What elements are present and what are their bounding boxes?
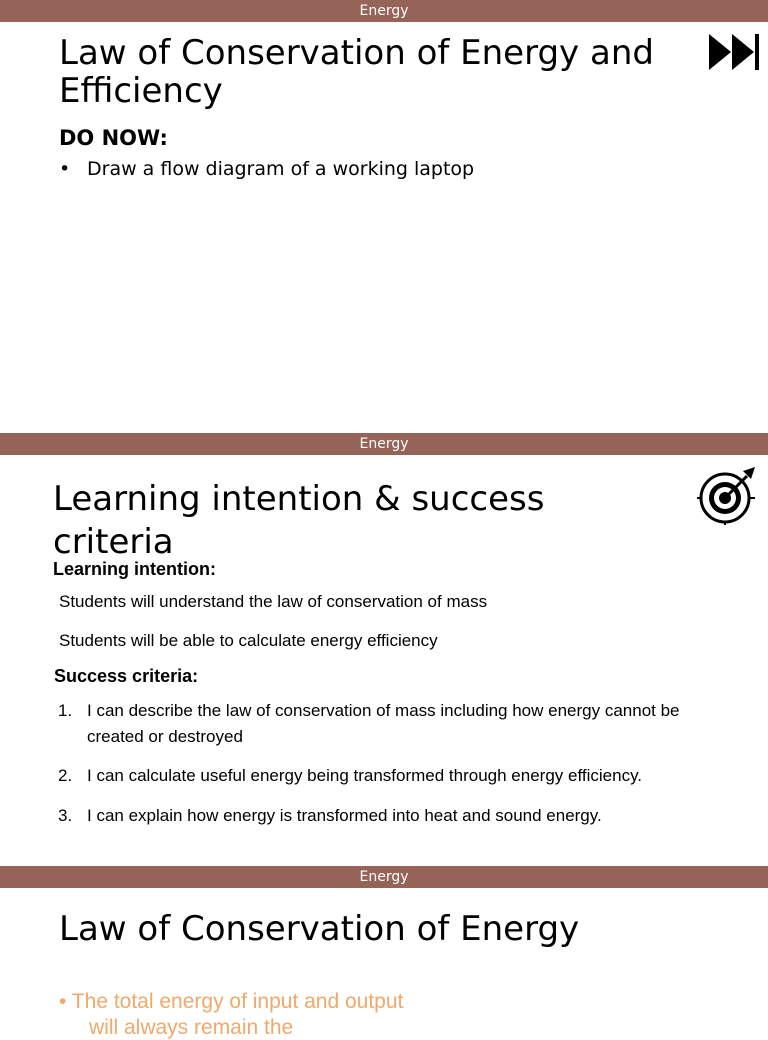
do-now-heading: DO NOW: xyxy=(59,126,168,150)
item-number: 3. xyxy=(58,806,73,825)
do-now-bullet xyxy=(59,158,474,180)
slide-banner: Energy xyxy=(0,0,768,22)
learning-intention-item: Students will understand the law of conservation of mass xyxy=(59,592,488,611)
success-criteria-item xyxy=(58,803,738,831)
conservation-bullet: • The total energy of input and output xyxy=(59,990,404,1013)
bullet-text: Draw a flow diagram of a working laptop xyxy=(87,158,475,180)
target-icon xyxy=(697,465,757,525)
success-criteria-item xyxy=(58,763,738,791)
bullet-marker: • xyxy=(59,158,71,180)
fast-forward-icon[interactable] xyxy=(707,32,761,72)
item-number: 2. xyxy=(58,766,73,785)
slide-title: Law of Conservation of Energy xyxy=(59,909,580,949)
item-text: I can describe the law of conservation of mass including how energy cannot be created or destroyed xyxy=(87,701,680,746)
slide-title: Law of Conservation of Energy and Efficiency xyxy=(59,33,654,111)
success-criteria-heading: Success criteria: xyxy=(54,666,199,686)
learning-intention-item: Students will be able to calculate energy efficiency xyxy=(59,631,438,650)
slide-title: Learning intention & success criteria xyxy=(53,479,545,562)
slide-learning-intention xyxy=(0,433,768,866)
learning-intention-heading: Learning intention: xyxy=(53,559,216,579)
slide-do-now xyxy=(0,0,768,433)
slide-banner: Energy xyxy=(0,433,768,455)
item-text: I can explain how energy is transformed into heat and sound energy. xyxy=(87,806,602,825)
conservation-bullet-continued: will always remain the xyxy=(89,1016,294,1039)
success-criteria-item xyxy=(58,698,738,752)
item-text: I can calculate useful energy being transformed through energy efficiency. xyxy=(87,766,643,785)
item-number: 1. xyxy=(58,701,73,720)
slide-banner: Energy xyxy=(0,866,768,888)
slide-conservation-of-energy xyxy=(0,866,768,1039)
